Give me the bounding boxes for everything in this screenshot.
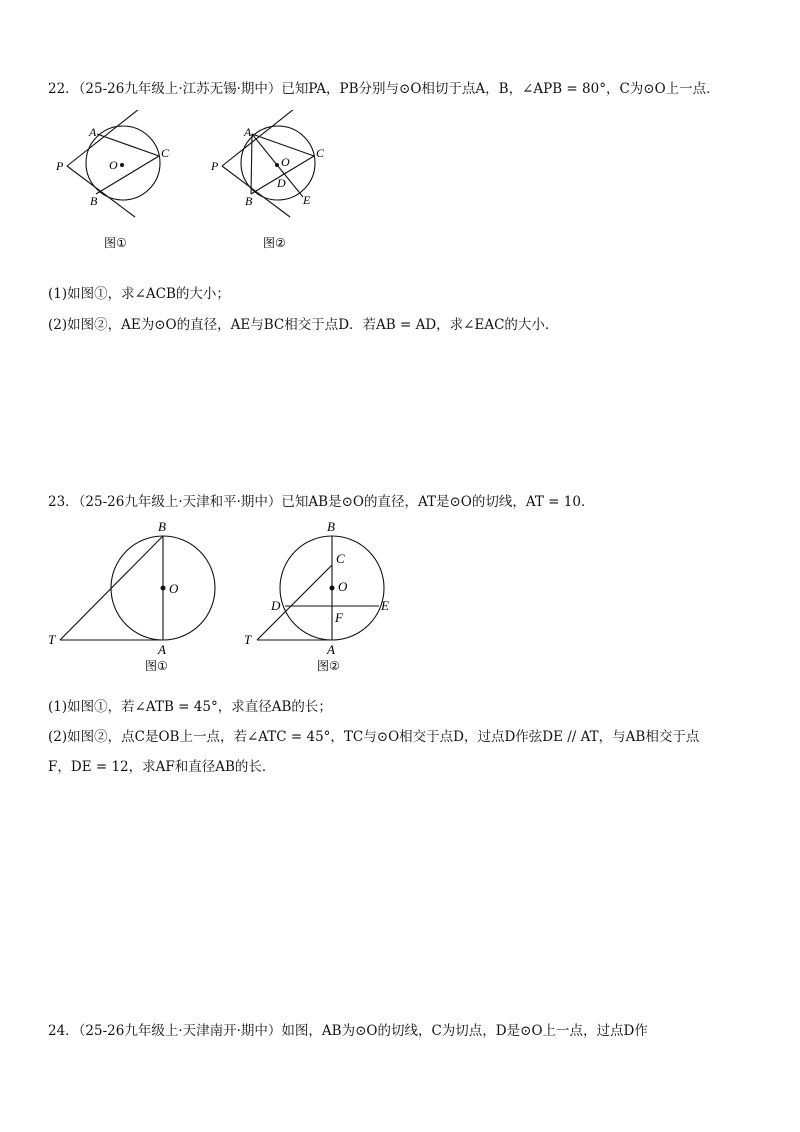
label-o: O (281, 155, 290, 169)
label-e: E (303, 193, 311, 207)
label-a: A (89, 125, 97, 139)
label-b: B (327, 519, 335, 534)
figure-22-2-caption: 图② (263, 236, 286, 250)
label-c: C (316, 146, 325, 160)
tangent-pa (67, 110, 139, 166)
figure-23-1-caption: 图① (145, 659, 168, 673)
problem-22-part-1: (1)如图①，求∠ACB的大小； (48, 286, 230, 302)
label-p: P (56, 159, 64, 173)
label-b: B (245, 194, 253, 208)
problem-23-part-2: (2)如图②，点C是OB上一点，若∠ATC = 45°，TC与⊙O相交于点D，过点D作弦DE // AT，与AB相交于点 (48, 729, 700, 745)
figure-22-2 (205, 110, 345, 250)
label-o: O (338, 579, 348, 594)
label-b: B (90, 194, 98, 208)
label-a: A (244, 125, 252, 139)
center-point (120, 163, 124, 167)
label-f: F (335, 610, 343, 625)
label-a: A (158, 642, 166, 657)
label-c: C (336, 551, 345, 566)
label-c: C (161, 146, 170, 160)
label-t: T (244, 632, 252, 647)
label-d: D (277, 176, 286, 190)
center-point (275, 163, 279, 167)
segment-tb (60, 536, 163, 640)
problem-23-part-2-cont: F，DE = 12，求AF和直径AB的长． (48, 759, 276, 775)
problem-24-header: 24．（25-26九年级上·天津南开·期中）如图，AB为⊙O的切线，C为切点，D是⊙O上一点，过点D作 (48, 1023, 648, 1039)
center-point (161, 586, 166, 591)
figure-22-1 (50, 110, 190, 250)
label-o: O (169, 581, 179, 596)
label-e: E (381, 598, 389, 613)
center-point (330, 586, 335, 591)
segment-tc (257, 565, 332, 640)
figure-22-1-caption: 图① (104, 236, 127, 250)
label-d: D (271, 598, 281, 613)
figure-23-1 (40, 516, 240, 676)
label-o: O (109, 158, 118, 172)
problem-23-part-1: (1)如图①，若∠ATB = 45°，求直径AB的长； (48, 699, 332, 715)
label-p: P (211, 159, 219, 173)
problem-23-header: 23．（25-26九年级上·天津和平·期中）已知AB是⊙O的直径，AT是⊙O的切线，AT = 10． (48, 494, 595, 510)
figure-23-2 (235, 516, 415, 676)
label-t: T (48, 632, 56, 647)
problem-22-part-2: (2)如图②，AE为⊙O的直径，AE与BC相交于点D．若AB = AD，求∠EAC的大小． (48, 317, 559, 333)
figure-23-2-caption: 图② (317, 659, 340, 673)
problem-22-header: 22．（25-26九年级上·江苏无锡·期中）已知PA，PB分别与⊙O相切于点A，B，∠APB = 80°，C为⊙O上一点． (48, 81, 720, 97)
label-a: A (327, 642, 335, 657)
label-b: B (158, 519, 166, 534)
